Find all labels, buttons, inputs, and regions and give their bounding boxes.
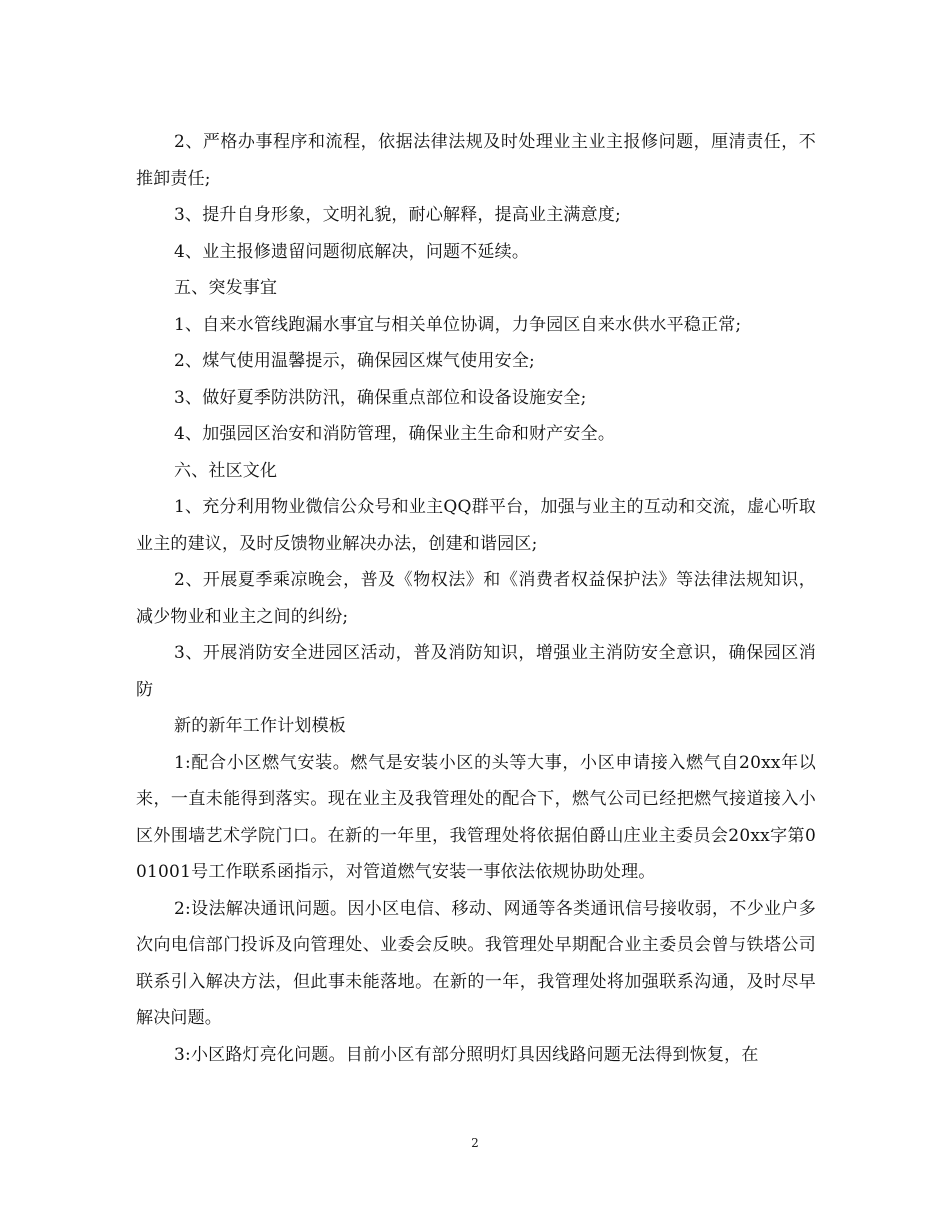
paragraph: 2、严格办事程序和流程，依据法律法规及时处理业主业主报修问题，厘清责任，不推卸责任; [136,132,816,189]
paragraph: 4、业主报修遗留问题彻底解决，问题不延续。 [174,241,530,262]
paragraph: 3:小区路灯亮化问题。目前小区有部分照明灯具因线路问题无法得到恢复，在 [174,1044,759,1065]
paragraph: 4、加强园区治安和消防管理，确保业主生命和财产安全。 [174,424,616,444]
paragraph: 1、自来水管线跑漏水事宜与相关单位协调，力争园区自来水供水平稳正常; [174,314,742,335]
section-heading: 新的新年工作计划模板 [174,716,346,736]
page-number: 2 [471,1136,479,1150]
paragraph: 2、开展夏季乘凉晚会，普及《物权法》和《消费者权益保护法》等法律法规知识，减少物业和业主之间的纠纷; [136,570,816,627]
paragraph: 2、煤气使用温馨提示，确保园区煤气使用安全; [174,351,535,371]
document-body [136,124,816,1073]
section-heading: 五、突发事宜 [174,278,278,298]
paragraph: 3、开展消防安全进园区活动，普及消防知识，增强业主消防安全意识，确保园区消防 [136,643,816,700]
paragraph: 3、做好夏季防洪防汛，确保重点部位和设备设施安全; [174,387,587,408]
paragraph: 1、充分利用物业微信公众号和业主QQ群平台，加强与业主的互动和交流，虚心听取业主的建议，及时反馈物业解决办法，创建和谐园区; [136,497,816,554]
paragraph: 3、提升自身形象，文明礼貌，耐心解释，提高业主满意度; [174,205,621,225]
paragraph: 1:配合小区燃气安装。燃气是安装小区的头等大事，小区申请接入燃气自20xx年以来，一直未能得到落实。现在业主及我管理处的配合下，燃气公司已经把燃气接道接入小区外围墙艺术学院门口。在新的一年里，我管理处将依据伯爵山庄业主委员会20xx字第001001号工作联系函指示，对管道燃气安装一事依法依规协助处理。 [136,752,816,882]
section-heading: 六、社区文化 [174,460,278,481]
paragraph: 2:设法解决通讯问题。因小区电信、移动、网通等各类通讯信号接收弱，不少业户多次向电信部门投诉及向管理处、业委会反映。我管理处早期配合业主委员会曾与铁塔公司联系引入解决方法，但此事未能落地。在新的一年，我管理处将加强联系沟通，及时尽早解决问题。 [136,898,816,1028]
